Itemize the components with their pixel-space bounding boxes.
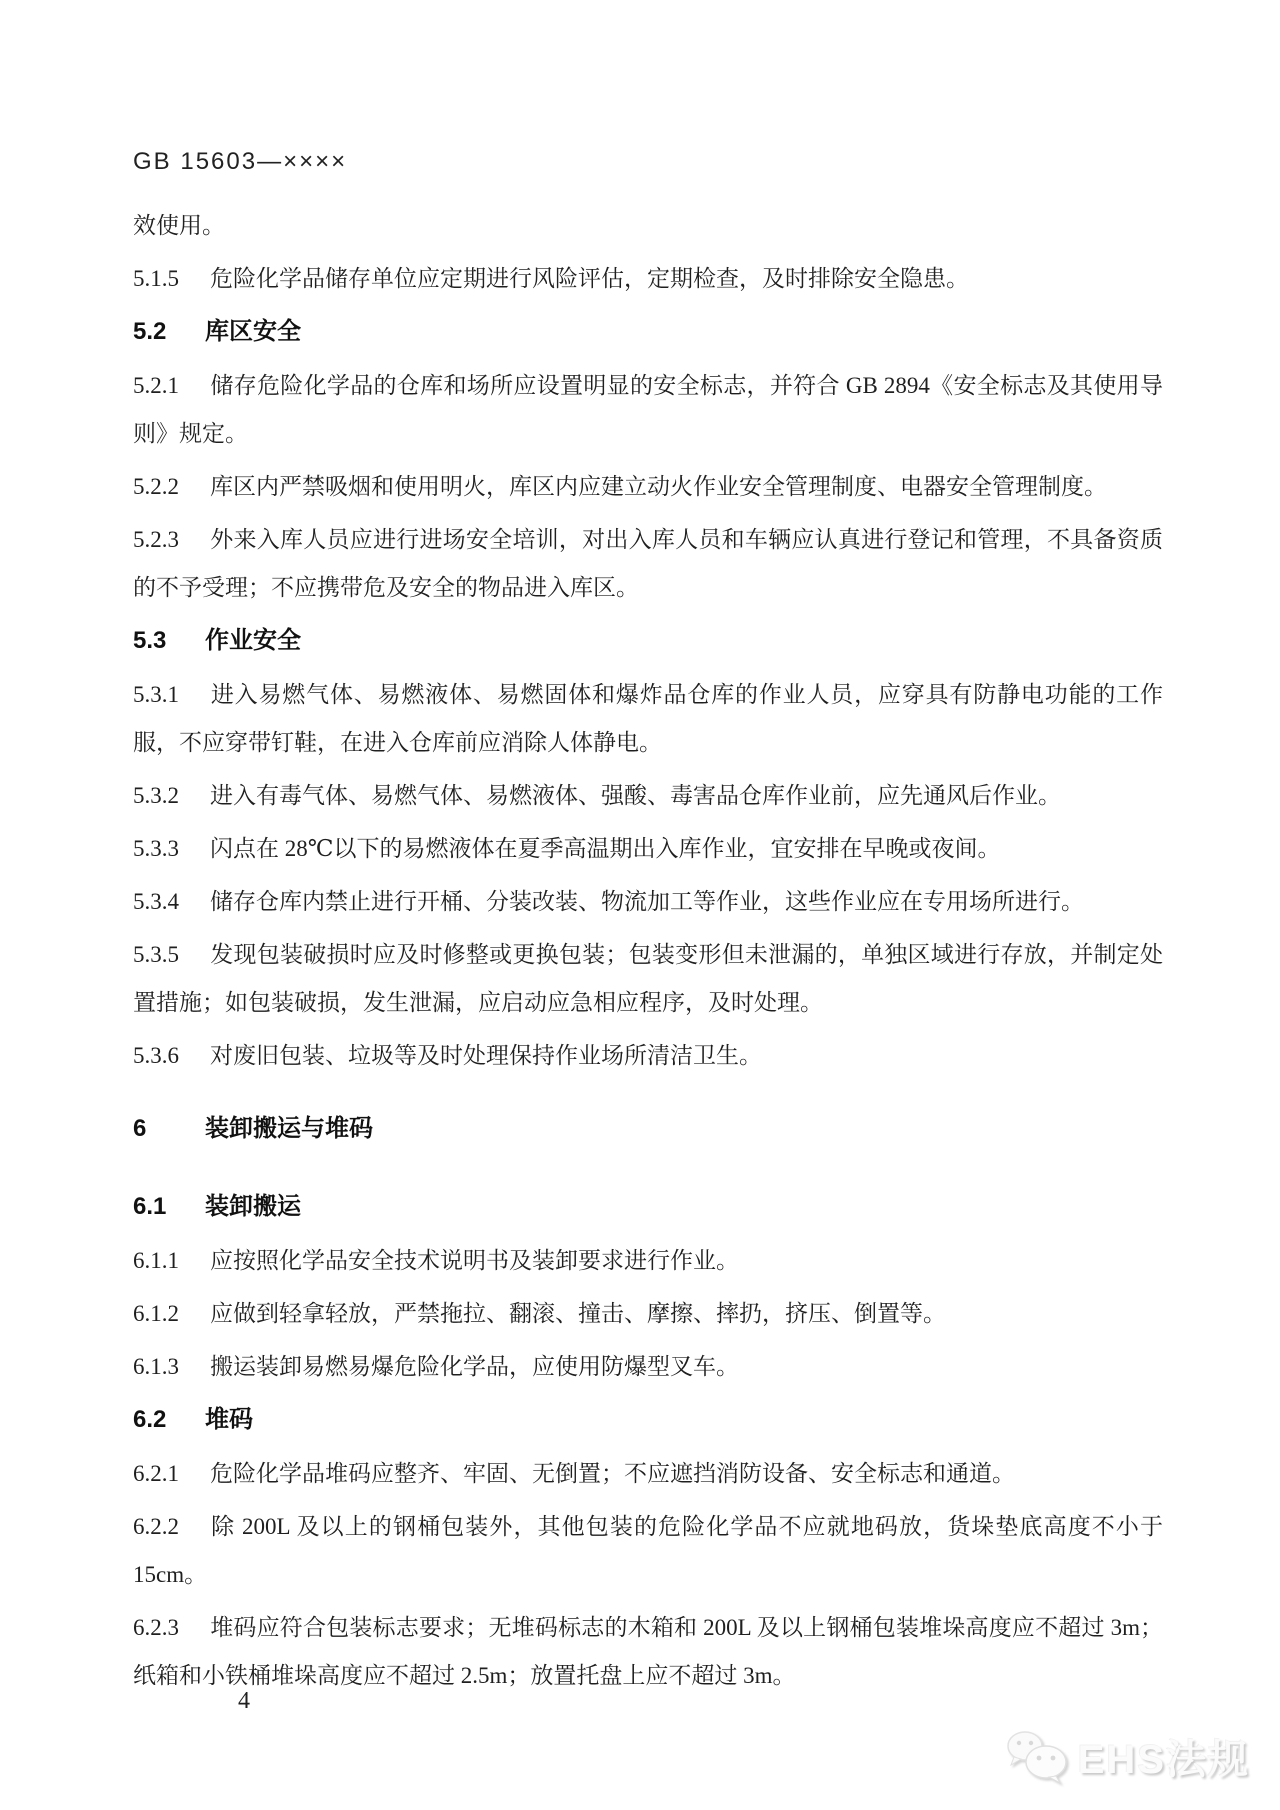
clause-text: 危险化学品堆码应整齐、牢固、无倒置；不应遮挡消防设备、安全标志和通道。 [210, 1461, 1015, 1486]
heading-5-3 [133, 617, 1163, 665]
heading-5-2 [133, 308, 1163, 356]
clause-number: 6.2.3 [133, 1615, 179, 1640]
clause-6-1-3 [133, 1343, 1163, 1391]
clause-5-3-5 [133, 931, 1163, 1027]
clause-5-1-5 [133, 255, 1163, 303]
clause-number: 6.1.1 [133, 1248, 179, 1273]
wechat-icon [1004, 1730, 1070, 1784]
clause-5-3-4 [133, 878, 1163, 926]
heading-text: 装卸搬运 [205, 1193, 301, 1220]
clause-text: 应按照化学品安全技术说明书及装卸要求进行作业。 [210, 1248, 739, 1273]
clause-number: 5.3.2 [133, 783, 179, 808]
heading-text: 库区安全 [205, 318, 301, 345]
clause-text: 除 200L 及以上的钢桶包装外，其他包装的危险化学品不应就地码放，货垛垫底高度不小于 15cm。 [133, 1514, 1163, 1587]
document-body [133, 148, 1163, 1705]
clause-6-1-2 [133, 1290, 1163, 1338]
clause-5-2-1 [133, 362, 1163, 458]
clause-text: 应做到轻拿轻放，严禁拖拉、翻滚、撞击、摩擦、摔扔，挤压、倒置等。 [210, 1301, 946, 1326]
clause-number: 5.1.5 [133, 266, 179, 291]
clause-number: 6.2.1 [133, 1461, 179, 1486]
heading-text: 装卸搬运与堆码 [205, 1115, 373, 1142]
clause-text: 储存危险化学品的仓库和场所应设置明显的安全标志，并符合 GB 2894《安全标志及其使用导则》规定。 [133, 373, 1163, 446]
heading-text: 堆码 [205, 1406, 253, 1433]
clause-5-3-1 [133, 671, 1163, 767]
clause-text: 外来入库人员应进行进场安全培训，对出入库人员和车辆应认真进行登记和管理，不具备资质的不予受理；不应携带危及安全的物品进入库区。 [133, 527, 1163, 600]
heading-number: 5.3 [133, 627, 167, 654]
clause-text: 搬运装卸易燃易爆危险化学品，应使用防爆型叉车。 [210, 1354, 739, 1379]
clause-number: 5.3.6 [133, 1043, 179, 1068]
heading-6-2 [133, 1396, 1163, 1444]
heading-number: 6 [133, 1115, 147, 1142]
clause-text: 进入易燃气体、易燃液体、易燃固体和爆炸品仓库的作业人员，应穿具有防静电功能的工作服，不应穿带钉鞋，在进入仓库前应消除人体静电。 [133, 682, 1163, 755]
clause-text: 堆码应符合包装标志要求；无堆码标志的木箱和 200L 及以上钢桶包装堆垛高度应不超过 3m；纸箱和小铁桶堆垛高度应不超过 2.5m；放置托盘上应不超过 3m。 [133, 1615, 1163, 1688]
clause-text: 发现包装破损时应及时修整或更换包装；包装变形但未泄漏的，单独区域进行存放，并制定处置措施；如包装破损，发生泄漏，应启动应急相应程序，及时处理。 [133, 942, 1163, 1015]
clause-number: 5.3.4 [133, 889, 179, 914]
clause-number: 5.3.1 [133, 682, 179, 707]
paragraph-continuation: 效使用。 [133, 213, 225, 238]
heading-number: 6.2 [133, 1406, 167, 1433]
clause-5-3-2 [133, 772, 1163, 820]
clause-5-2-2 [133, 463, 1163, 511]
clause-6-1-1 [133, 1237, 1163, 1285]
heading-number: 6.1 [133, 1193, 167, 1220]
clause-text: 闪点在 28℃以下的易燃液体在夏季高温期出入库作业，宜安排在早晚或夜间。 [210, 836, 1001, 861]
clause-number: 5.2.3 [133, 527, 179, 552]
clause-text: 储存仓库内禁止进行开桶、分装改装、物流加工等作业，这些作业应在专用场所进行。 [210, 889, 1084, 914]
watermark-text: EHS法规 [1077, 1738, 1250, 1782]
clause-text: 危险化学品储存单位应定期进行风险评估，定期检查，及时排除安全隐患。 [210, 266, 969, 291]
clause-6-2-1 [133, 1450, 1163, 1498]
clause-text: 进入有毒气体、易燃气体、易燃液体、强酸、毒害品仓库作业前，应先通风后作业。 [210, 783, 1061, 808]
clause-number: 5.3.3 [133, 836, 179, 861]
heading-text: 作业安全 [205, 627, 301, 654]
clause-number: 6.1.2 [133, 1301, 179, 1326]
heading-6 [133, 1105, 1163, 1153]
clause-text: 对废旧包装、垃圾等及时处理保持作业场所清洁卫生。 [210, 1043, 762, 1068]
clause-5-3-3 [133, 825, 1163, 873]
clause-number: 6.1.3 [133, 1354, 179, 1379]
heading-6-1 [133, 1183, 1163, 1231]
watermark [1004, 1728, 1250, 1785]
page-number: 4 [238, 1688, 250, 1714]
clause-6-2-3 [133, 1604, 1163, 1700]
document-header: GB 15603—×××× [133, 148, 348, 175]
clause-number: 5.2.1 [133, 373, 179, 398]
heading-number: 5.2 [133, 318, 167, 345]
clause-6-2-2 [133, 1503, 1163, 1599]
clause-number: 5.2.2 [133, 474, 179, 499]
clause-text: 库区内严禁吸烟和使用明火，库区内应建立动火作业安全管理制度、电器安全管理制度。 [210, 474, 1107, 499]
clause-5-2-3 [133, 516, 1163, 612]
clause-number: 5.3.5 [133, 942, 179, 967]
clause-5-3-6 [133, 1032, 1163, 1080]
clause-number: 6.2.2 [133, 1514, 179, 1539]
